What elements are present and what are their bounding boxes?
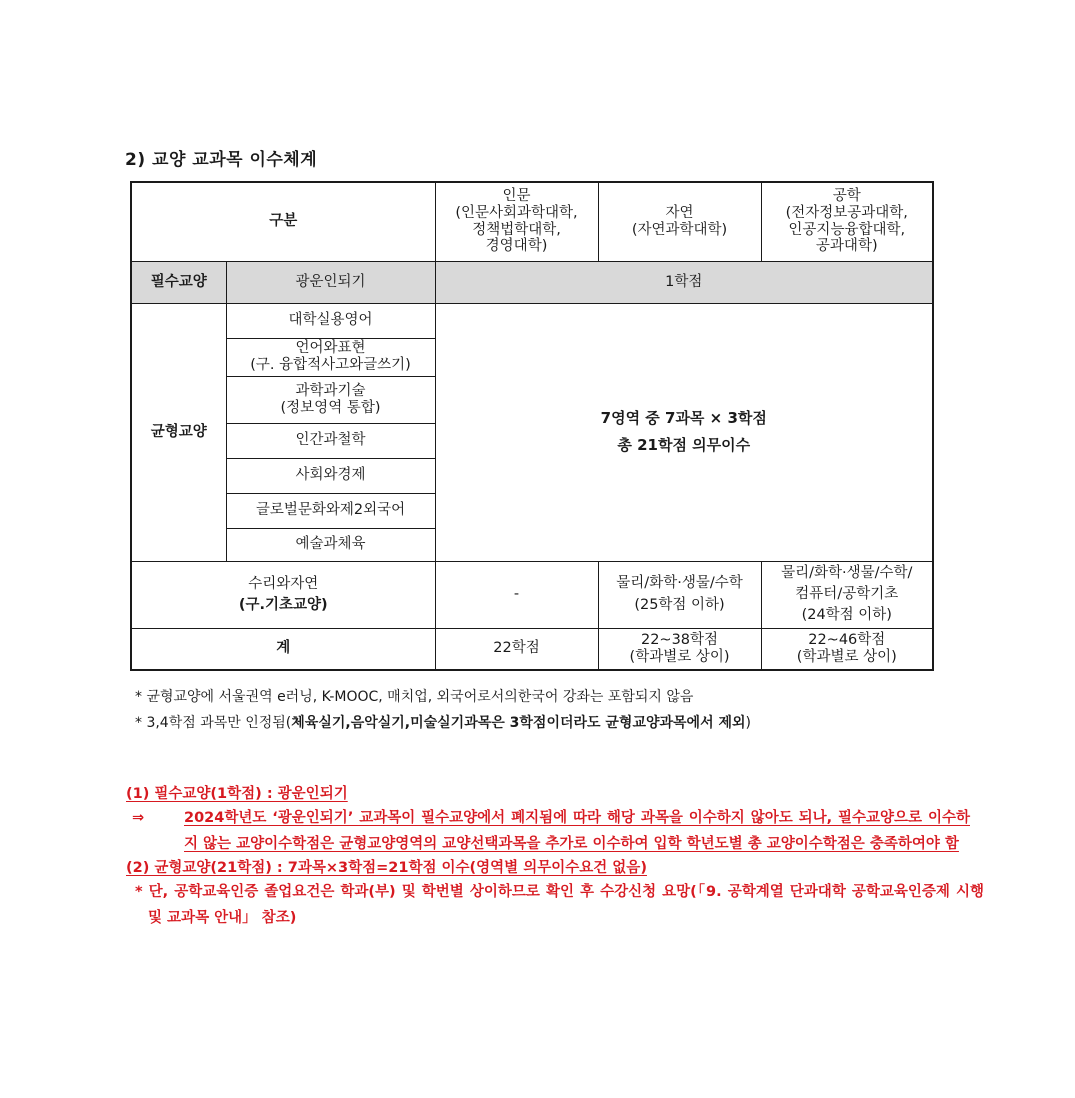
balanced-category: 균형교양: [131, 303, 226, 561]
math-label: [131, 561, 435, 628]
required-paragraph: [132, 805, 970, 857]
notes: [135, 684, 751, 736]
balanced-credits: [435, 303, 933, 561]
math-label-line2: (구.기초교양): [238, 596, 328, 613]
table-header-row: [131, 182, 933, 261]
math-label-line1: 수리와자연: [248, 575, 319, 592]
balanced-course: 글로벌문화와제2외국어: [226, 493, 435, 528]
header-engineering: 공학 (전자정보공과대학, 인공지능융합대학, 공과대학): [761, 182, 933, 261]
required-credits: 1학점: [435, 261, 933, 303]
heading-required: (1) 필수교양(1학점) : 광운인되기: [126, 786, 348, 802]
heading-balanced: (2) 균형교양(21학점) : 7과목×3학점=21학점 이수(영역별 의무이수요건 없음): [126, 860, 647, 876]
required-paragraph-text: 2024학년도 ‘광운인되기’ 교과목이 필수교양에서 폐지됨에 따라 해당 과목을 이수하지 않아도 되나, 필수교양으로 이수하지 않는 교양이수학점은 균형교양영역의 교양선택과목을 추가로 이수하여 입학 학년도별 총 교양이수학점은 충족하여야 함: [184, 810, 970, 852]
math-engineering: 물리/화학·생물/수학/ 컴퓨터/공학기초 (24학점 이하): [761, 561, 933, 628]
total-label: 계: [131, 628, 435, 670]
balanced-credits-line1: 7영역 중 7과목 × 3학점: [600, 409, 767, 427]
curriculum-table: [130, 181, 934, 671]
section-title: 2) 교양 교과목 이수체계: [125, 150, 318, 170]
balanced-course: 인간과철학: [226, 423, 435, 458]
header-category: 구분: [131, 182, 435, 261]
total-humanities: 22학점: [435, 628, 598, 670]
total-engineering: 22~46학점 (학과별로 상이): [761, 628, 933, 670]
balanced-course: 예술과체육: [226, 528, 435, 561]
engineering-note: * 단, 공학교육인증 졸업요건은 학과(부) 및 학번별 상이하므로 확인 후 수강신청 요망(「9. 공학계열 단과대학 공학교육인증제 시행 및 교과목 안내」 참조): [135, 884, 984, 926]
note-2-bold: 체육실기,음악실기,미술실기과목은 3학점이더라도 균형교양과목에서 제외: [291, 715, 746, 731]
required-category: 필수교양: [131, 261, 226, 303]
required-course: 광운인되기: [226, 261, 435, 303]
balanced-credits-line2: 총 21학점 의무이수: [617, 436, 751, 454]
math-humanities: -: [435, 561, 598, 628]
total-row: [131, 628, 933, 670]
math-science: 물리/화학·생물/수학 (25학점 이하): [598, 561, 761, 628]
note-2: [135, 710, 751, 736]
balanced-course: 사회와경제: [226, 458, 435, 493]
balanced-course: 언어와표현 (구. 융합적사고와글쓰기): [226, 338, 435, 376]
header-humanities: 인문 (인문사회과학대학, 정책법학대학, 경영대학): [435, 182, 598, 261]
arrow-icon: ⇒: [132, 810, 145, 826]
required-row: [131, 261, 933, 303]
total-science: 22~38학점 (학과별로 상이): [598, 628, 761, 670]
balanced-course: 과학과기술 (정보영역 통합): [226, 376, 435, 423]
note-2-prefix: * 3,4학점 과목만 인정됨(: [135, 715, 292, 731]
balanced-row: [131, 303, 933, 338]
header-science: 자연 (자연과학대학): [598, 182, 761, 261]
note-1: * 균형교양에 서울권역 e러닝, K-MOOC, 매치업, 외국어로서의한국어 강좌는 포함되지 않음: [135, 689, 694, 705]
math-row: [131, 561, 933, 628]
note-2-suffix: ): [745, 715, 751, 731]
balanced-course: 대학실용영어: [226, 303, 435, 338]
